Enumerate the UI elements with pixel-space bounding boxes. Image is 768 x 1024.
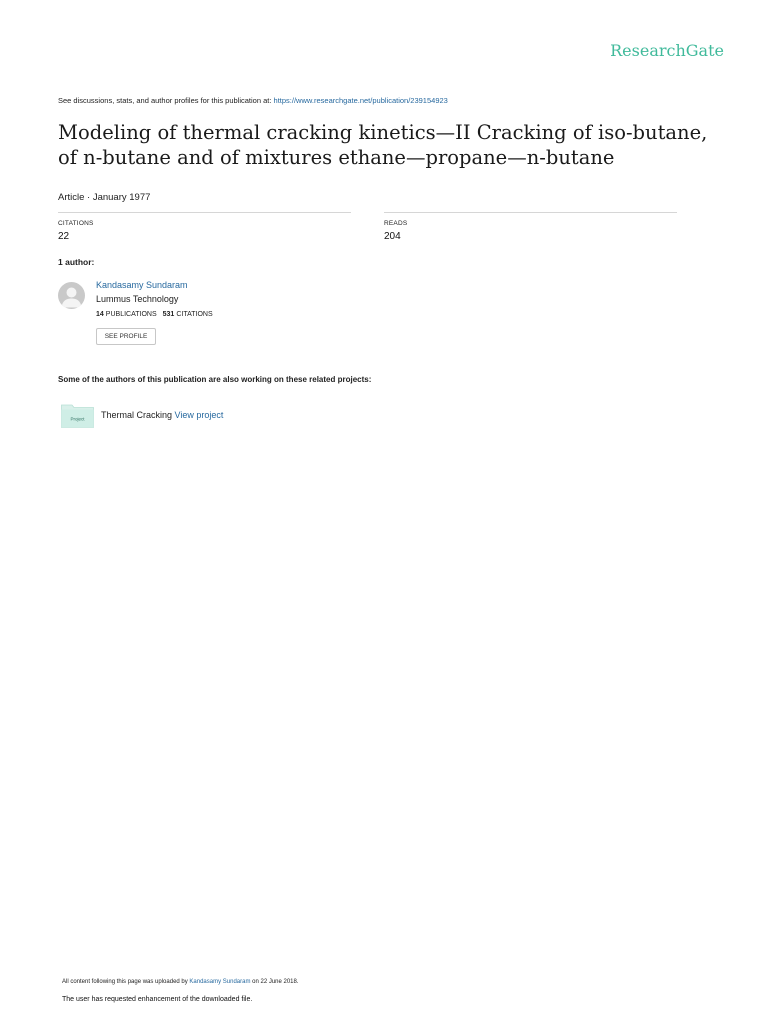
citations-divider (58, 212, 351, 213)
reads-label: READS (384, 220, 408, 227)
author-publications-label: PUBLICATIONS (105, 311, 157, 318)
see-profile-button[interactable]: SEE PROFILE (96, 328, 156, 345)
project-name: Thermal Cracking (101, 410, 173, 420)
upload-suffix: on 22 June 2018. (250, 979, 299, 985)
avatar[interactable] (58, 282, 85, 309)
upload-prefix: All content following this page was uploaded by (62, 979, 190, 985)
upload-notice (62, 979, 299, 985)
author-name-link[interactable]: Kandasamy Sundaram (96, 280, 188, 290)
project-icon-label: Project (70, 416, 85, 422)
uploader-link[interactable]: Kandasamy Sundaram (189, 979, 251, 985)
article-meta: Article · January 1977 (58, 192, 151, 203)
publication-url-link[interactable]: https://www.researchgate.net/publication/239154923 (273, 96, 448, 105)
related-projects-heading: Some of the authors of this publication are also working on these related projects: (58, 375, 372, 384)
enhancement-notice: The user has requested enhancement of the downloaded file. (62, 996, 253, 1003)
discussion-prefix: See discussions, stats, and author profiles for this publication at: (58, 96, 274, 105)
page-title: Modeling of thermal cracking kinetics—II Cracking of iso-butane, of n-butane and of mixtures ethane—propane—n-butane (58, 121, 708, 169)
folder-icon (61, 403, 94, 428)
project-item (101, 410, 223, 420)
reads-value: 204 (384, 231, 401, 242)
discussion-line (58, 96, 448, 105)
default-avatar-icon (58, 282, 85, 309)
author-stats (96, 311, 213, 318)
view-project-link[interactable]: View project (174, 410, 224, 420)
researchgate-logo[interactable]: ResearchGate (610, 41, 724, 60)
author-publications-count: 14 (96, 311, 104, 318)
citations-label: CITATIONS (58, 220, 94, 227)
project-folder-icon[interactable] (61, 403, 94, 428)
citations-value: 22 (58, 231, 70, 242)
authors-count: 1 author: (58, 257, 95, 267)
reads-divider (384, 212, 677, 213)
author-citations-label: CITATIONS (176, 311, 213, 318)
author-affiliation: Lummus Technology (96, 294, 179, 304)
author-citations-count: 531 (162, 311, 175, 318)
